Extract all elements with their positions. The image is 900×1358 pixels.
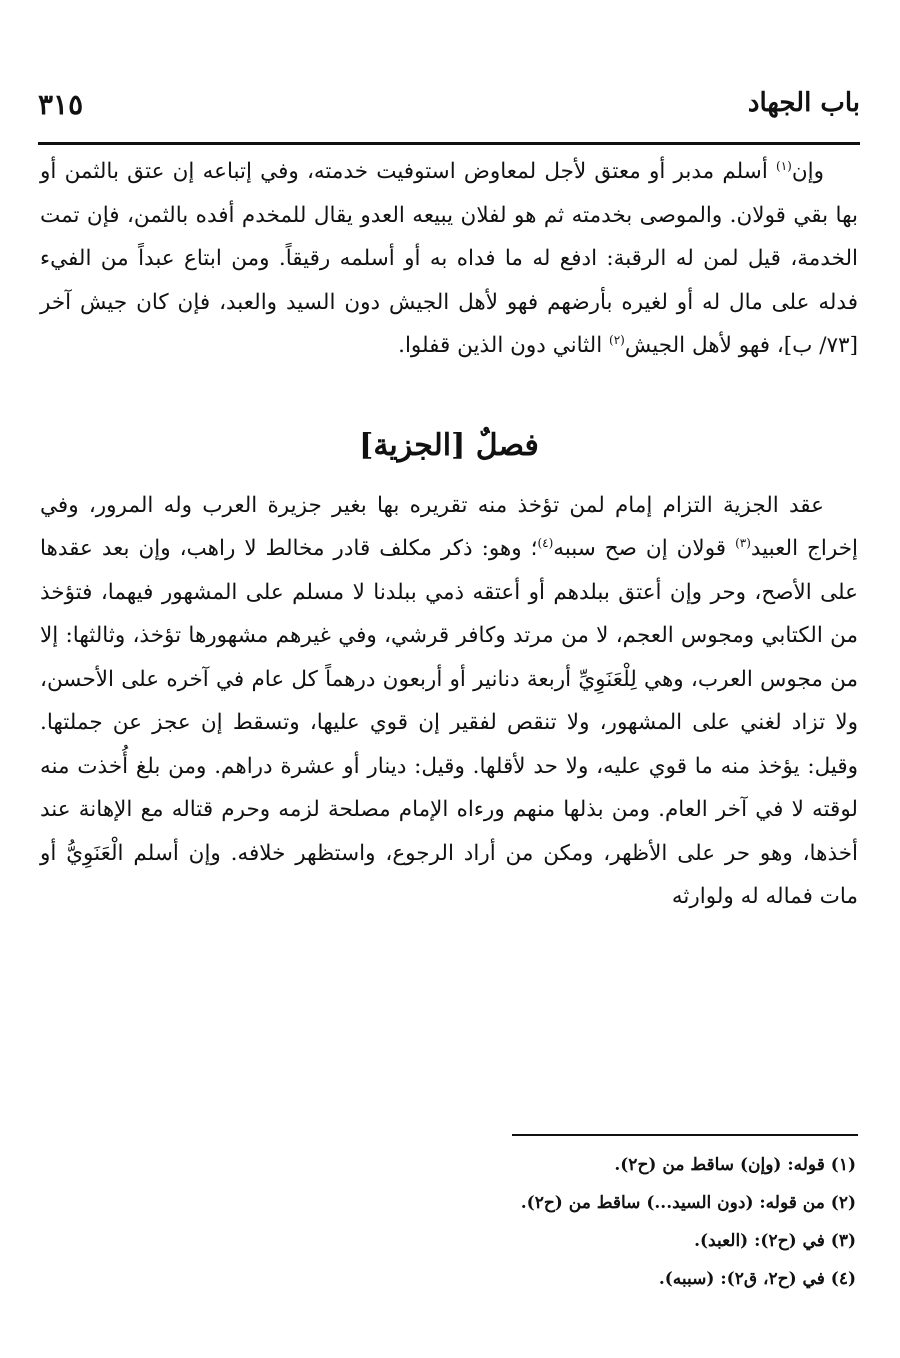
- footnote-ref-2: (٢): [609, 332, 625, 347]
- footnote-ref-1: (١): [776, 158, 792, 173]
- page-header: [38, 88, 860, 128]
- footnote-separator: [512, 1134, 858, 1136]
- running-title: باب الجهاد: [747, 88, 860, 118]
- paragraph-2: [40, 484, 858, 919]
- footnote-ref-4: (٤): [537, 535, 554, 550]
- footnote-2: (٢) من قوله: (دون السيد...) ساقط من (ح٢).: [520, 1193, 856, 1213]
- footnote-ref-3: (٣): [735, 535, 751, 550]
- footnote-1: (١) قوله: (وإن) ساقط من (ح٢).: [614, 1155, 856, 1175]
- paragraph-2-text-c: ؛ وهو: ذكر مكلف قادر مخالط لا راهب، وإن بعد عقدها على الأصح، وحر وإن أعتق ببلدهم أو أعتقه ذمي ببلدنا لا مسلم على المشهور فيهما، فتؤخذ من الكتابي ومجوس العجم، لا من مرتد وكافر قرشي، وفي غيرهم مشهورها تؤخذ، وثالثها: إلا من مجوس العرب، وهي لِلْعَنَوِيِّ أربعة دنانير أو أربعون درهماً كل عام في آخره على الأحسن، ولا تزاد لغني على المشهور، ولا تنقص لفقير إن قوي عليها، وتسقط إن عجز عن جملتها. وقيل: يؤخذ منه ما قوي عليه، ولا حد لأقلها. وقيل: دينار أو عشرة دراهم. ومن بلغ أُخذت منه لوقته لا في آخر العام. ومن بذلها منهم ورءاه الإمام مصلحة لزمه وحرم قتاله مع الإهانة عند أخذها، وهو حر على الأظهر، ومكن من أراد الرجوع، واستظهر خلافه. وإن أسلم الْعَنَوِيُّ أو مات فماله له ولوارثه: [40, 536, 858, 909]
- paragraph-1: [40, 150, 858, 368]
- paragraph-1-text-a: وإن: [791, 159, 824, 184]
- paragraph-2-text-b: قولان إن صح سببه: [553, 536, 736, 561]
- footnote-4: (٤) في (ح٢، ق٢): (سببه).: [658, 1269, 856, 1289]
- footnotes: [40, 1146, 856, 1298]
- main-text: [40, 150, 858, 919]
- header-rule: [38, 142, 860, 145]
- paragraph-1-text-c: الثاني دون الذين قفلوا.: [398, 333, 610, 358]
- page-number: ٣١٥: [38, 88, 84, 121]
- paragraph-1-text-b: أسلم مدبر أو معتق لأجل لمعاوض استوفيت خدمته، وفي إتباعه إن عتق بالثمن أو بها بقي قولان. والموصى بخدمته ثم هو لفلان يبيعه العدو يقال للمخدم أفده بالثمن، فإن تمت الخدمة، قيل لمن له الرقبة: ادفع له ما فداه به أو أسلمه رقيقاً. ومن ابتاع عبداً من الفيء فدله على مال له أو لغيره بأرضهم فهو لأهل الجيش دون السيد والعبد، فإن كان جيش آخر [٧٣/ ب]، فهو لأهل الجيش: [40, 159, 858, 358]
- paragraph-2-text-a: عقد الجزية التزام إمام لمن تؤخذ منه تقريره بها بغير جزيرة العرب وله المرور، وفي إخراج العبيد: [40, 492, 859, 561]
- footnote-3: (٣) في (ح٢): (العبد).: [694, 1231, 856, 1251]
- section-heading: فصلٌ [الجزية]: [359, 427, 539, 463]
